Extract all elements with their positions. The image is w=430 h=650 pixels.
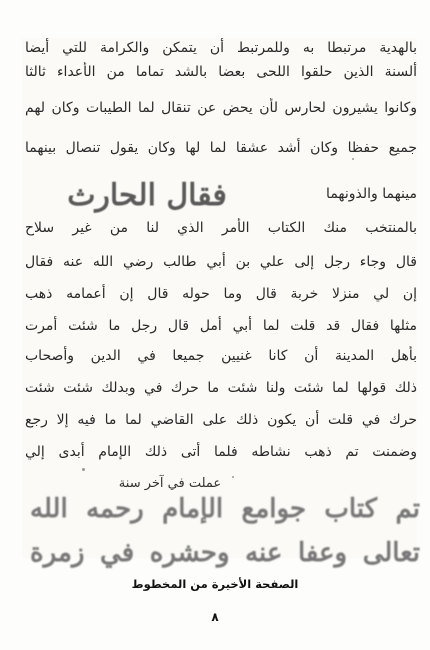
ink-speck <box>352 158 354 160</box>
manuscript-line: مثلها فقال قد قلت لما أبي أمل قال رجل ما شئت أمرت <box>25 318 417 334</box>
heading-lead-text: مينهما والذونهما <box>326 186 417 202</box>
manuscript-line: بالهدية مرتبطا به وللمرتبط أن يتمكن والكرامة للتي أيضا <box>25 40 417 56</box>
manuscript-line: إن لي منزلا خربة قال وما حوله قال إن أعمامه ذهب <box>25 286 417 302</box>
colophon-line: تم كتاب جوامع الإمام رحمه الله <box>30 494 420 524</box>
manuscript-line: حرك في قلت أن يكون ذلك على القاضي لما ما فيه إلا رجع <box>25 412 417 428</box>
manuscript-line: بالمنتخب منك الكتاب الأمر الذي لنا من غير سلاح <box>25 220 417 236</box>
manuscript-line: قال وجاء رجل إلى علي بن أبي طالب رضي الله عنه فقال <box>25 254 417 270</box>
manuscript-line: ألسنة الذين حلقوا اللحى بعضا بالشد تماما من الأعداء ثالثا <box>25 64 417 80</box>
colophon-note: عملت في آخر سنة <box>118 476 222 491</box>
colophon-line: تعالى وعفا عنه وحشره في زمرة <box>30 538 420 568</box>
manuscript-line: بأهل المدينة أن كانا غنيين جميعا في الدين وأصحاب <box>25 348 417 364</box>
manuscript-line: ذلك قولها لما شئت ولنا شئت ما حرك في وبدلك شئت شئت <box>25 380 417 396</box>
page-number: ٨ <box>211 610 219 624</box>
manuscript-line: جميع حفظا وكان أشد عشقا لما لها وكان يقول تنصال بينهما <box>25 140 417 156</box>
heading-title: فقال الحارث <box>67 178 227 213</box>
manuscript-line: وضمنت تم ذهب نشاطه فلما أتى ذلك الإمام أبدى إلي <box>25 444 417 460</box>
colophon <box>20 470 420 590</box>
figure-caption: الصفحة الأخيرة من المخطوط <box>131 577 299 591</box>
manuscript-heading-row <box>25 178 417 216</box>
manuscript-line: وكانوا يشيرون لحارس لأن يحض عن تنقال لما الطيبات وكان لهم <box>25 100 417 116</box>
